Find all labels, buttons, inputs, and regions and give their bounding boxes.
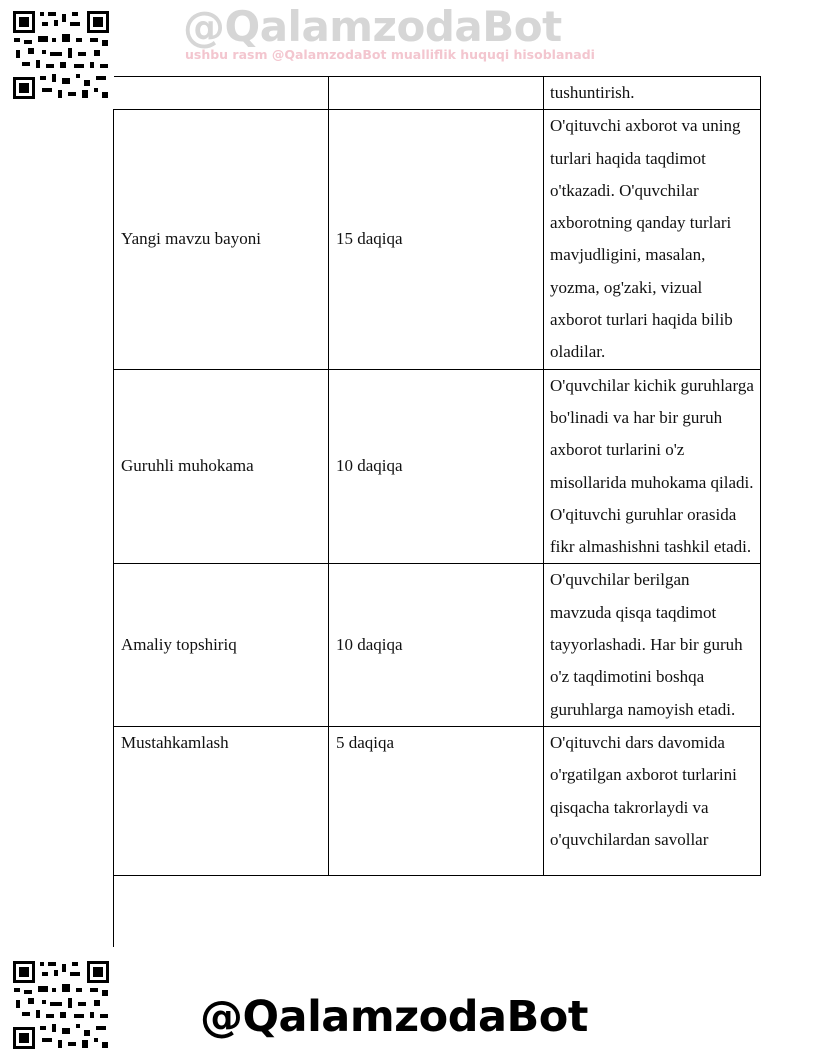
duration-cell	[329, 77, 544, 110]
duration-cell: 10 daqiqa	[329, 369, 544, 564]
stage-cell	[114, 77, 329, 110]
watermark-title: @QalamzodaBot	[183, 2, 562, 51]
description-cell: O'quvchilar berilgan mavzuda qisqa taqdimot tayyorlashadi. Har bir guruh o'z taqdimotini boshqa guruhlarga namoyish etadi.	[544, 564, 761, 726]
description-cell: O'quvchilar kichik guruhlarga bo'linadi va har bir guruh axborot turlarini o'z misollarida muhokama qiladi. O'qituvchi guruhlar orasida fikr almashishni tashkil etadi.	[544, 369, 761, 564]
qr-code-icon	[12, 10, 110, 100]
watermark-copyright-note: ushbu rasm @QalamzodaBot mualliflik huquqi hisoblanadi	[185, 47, 595, 62]
table-row	[114, 726, 761, 875]
table-row	[114, 77, 761, 110]
description-cell: O'qituvchi dars davomida o'rgatilgan axborot turlarini qisqacha takrorlaydi va o'quvchilardan savollar	[544, 726, 761, 875]
watermark-footer: @QalamzodaBot	[200, 992, 588, 1042]
table-row	[114, 564, 761, 726]
qr-code-icon	[12, 960, 110, 1050]
table-row	[114, 369, 761, 564]
description-cell: tushuntirish.	[544, 77, 761, 110]
watermark-header	[183, 0, 663, 70]
stage-cell: Yangi mavzu bayoni	[114, 110, 329, 369]
stage-cell: Guruhli muhokama	[114, 369, 329, 564]
stage-cell: Amaliy topshiriq	[114, 564, 329, 726]
duration-cell: 5 daqiqa	[329, 726, 544, 875]
duration-cell: 10 daqiqa	[329, 564, 544, 726]
lesson-plan-table	[113, 76, 761, 876]
stage-cell: Mustahkamlash	[114, 726, 329, 875]
table-row	[114, 110, 761, 369]
duration-cell: 15 daqiqa	[329, 110, 544, 369]
description-cell: O'qituvchi axborot va uning turlari haqida taqdimot o'tkazadi. O'quvchilar axborotning qanday turlari mavjudligini, masalan, yozma, og'zaki, vizual axborot turlari haqida bilib oladilar.	[544, 110, 761, 369]
